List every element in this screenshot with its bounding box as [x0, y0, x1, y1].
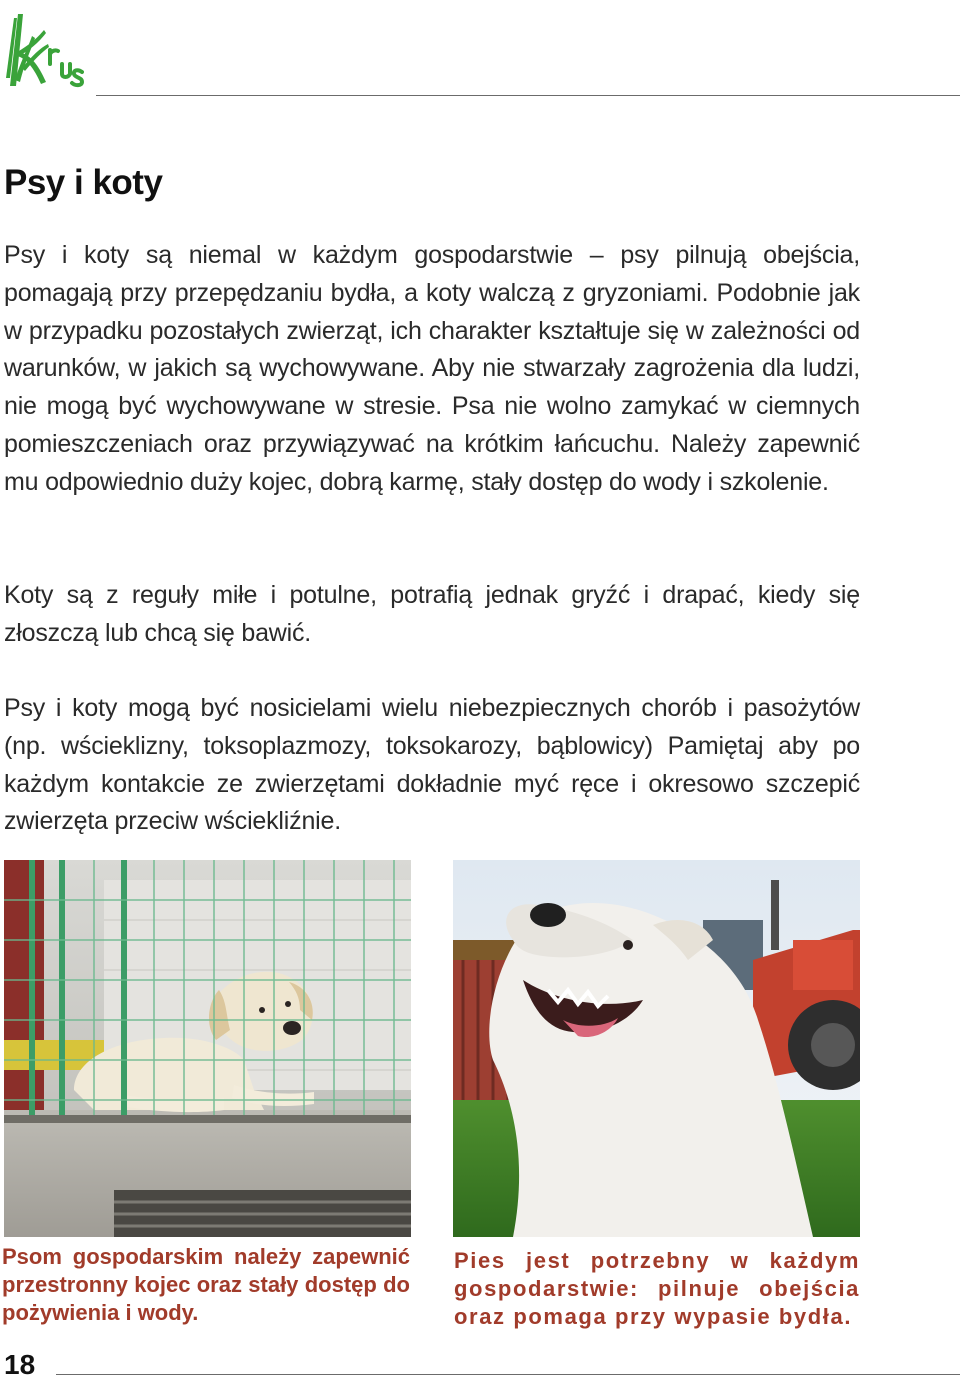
- footer-rule: [56, 1374, 960, 1375]
- paragraph-diseases: Psy i koty mogą być nosicielami wielu niebezpiecznych chorób i pasożytów (np. wścieklizny, toksoplazmozy, toksokarozy, bąblowicy) Pamiętaj aby po każdym kontakcie ze zwierzętami dokładnie myć ręce i okresowo szczepić zwierzęta przeciw wściekliźnie.: [4, 694, 860, 836]
- caption-right: Pies jest potrzebny w każdym gospodarstwie: pilnuje obejścia oraz pomaga przy wypasie bydła.: [454, 1248, 860, 1329]
- page-number: 18: [4, 1349, 36, 1380]
- krus-logo: [4, 8, 84, 88]
- header-rule: [96, 95, 960, 96]
- page-title: Psy i koty: [4, 163, 163, 202]
- paragraph-intro: Psy i koty są niemal w każdym gospodarstwie – psy pilnują obejścia, pomagają przy przepędzaniu bydła, a koty walczą z gryzoniami. Podobnie jak w przypadku pozostałych zwierząt, ich charakter kształtuje się w zależności od warunków, w jakich są wychowywane. Aby nie stwarzały zagrożenia dla ludzi, nie mogą być wychowywane w stresie. Psa nie wolno zamykać w ciemnych pomieszczeniach oraz przywiązywać na krótkim łańcuchu. Należy zapewnić mu odpowiednio duży kojec, dobrą karmę, stały dostęp do wody i szkolenie.: [4, 241, 860, 496]
- photo-white-dog: [453, 860, 860, 1237]
- photo-dog-in-kennel: [4, 860, 411, 1237]
- paragraph-cats: Koty są z reguły miłe i potulne, potrafią jednak gryźć i drapać, kiedy się złoszczą lub chcą się bawić.: [4, 581, 860, 647]
- caption-left: Psom gospodarskim należy zapewnić przestronny kojec oraz stały dostęp do pożywienia i wody.: [2, 1244, 410, 1325]
